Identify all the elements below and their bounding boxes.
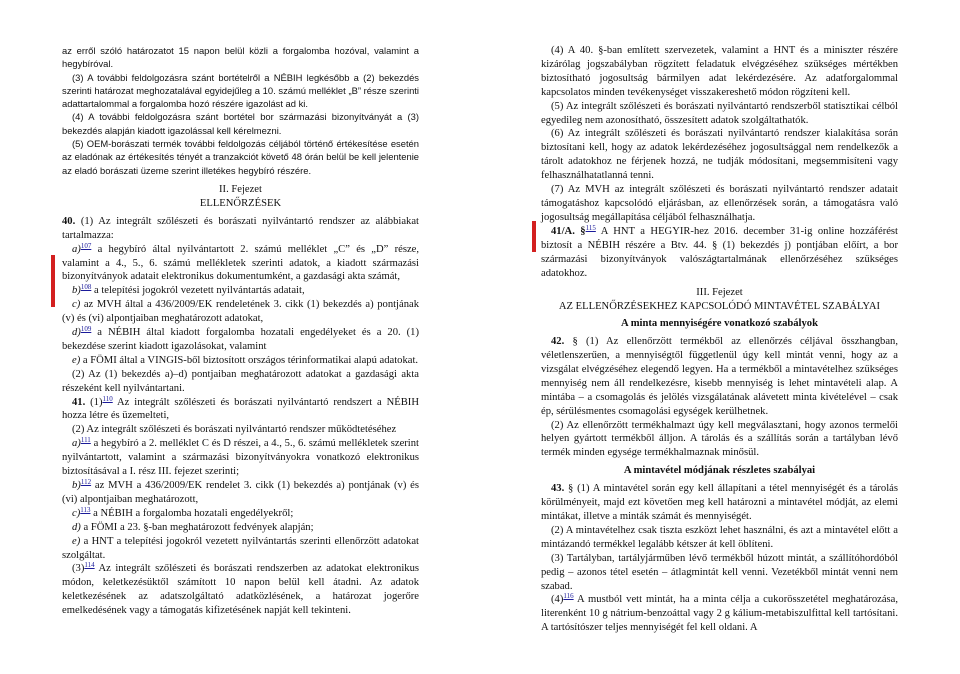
right-paragraph: AZ ELLENŐRZÉSEKHEZ KAPCSOLÓDÓ MINTAVÉTEL SZABÁLYAI [558,301,881,313]
right-paragraph: 41/A. §$^{115}$ A HNT a HEGYIR-hez 2016. december 31-ig online hozzáférést biztosít a NÉBIH részére a Btv. 44. § (1) bekezdés j) pontjában előírt, a bor származási bizonyítványok valószágtartalmának ellenőrzéséhez szükséges adatokhoz. [541,223,899,279]
right-paragraph: (7) Az MVH az integrált szőlészeti és borászati nyilvántartó rendszer adatait támogatáshoz kapcsolódó eljárásban, az ellenőrzések során, a támogatásra való jogosultság megállapítása céljából felhasználhatja. [541,184,898,223]
left-paragraph: d)$^{109}$ a NÉBIH által kiadott forgalomba hozatali engedélyeket és a 20. (1) bekezdése szerint kiadott igazolásokat, valamint [62,325,419,352]
left-paragraph: c) az MVH által a 436/2009/EK rendeletének 3. cikk (1) bekezdés a) pontjának (v) és (vi) alpontjaiban meghatározott adatokat, [62,299,419,325]
right-column [541,44,898,635]
change-marker [51,255,55,307]
right-paragraph: 43. § (1) A mintavétel során egy kell állapítani a tétel mennyiségét és a tárolás körülményeit, majd ezt követően meg kell határozni a mintavétel módját, az elemi mintákat, illetve a minták számát és mennyiségét. [541,483,898,522]
left-paragraph: e) a FÖMI által a VINGIS-ből biztosított országos térinformatikai alapú adatokat. [72,354,419,366]
left-paragraph: 40. (1) Az integrált szőlészeti és borászati nyilvántartó rendszer az alábbiakat tartalmazza: [62,215,419,241]
left-paragraph: a)$^{107}$ a hegybíró által nyilvántartott 2. számú melléklet „C” és „D” része, valamint a 4., 5., 6. számú mellékletek szerinti adatok, a kiadott származási bizonyítványok adatait elektronikus dokumentumként, a gazdasági akta számát, [62,241,419,283]
right-paragraph: 42. § (1) Az ellenőrzött termékből az ellenőrzés céljával összhangban, véletlenszerűen, a mennyiségtől függetlenül úgy kell mintát venni, hogy az a vizsgálat elvégzéséhez elegendő legyen. Ha a termékből a mintavételhez szükséges mennyiség nem áll rendelkezésre, kisebb mennyiség is lehet mintavételi alap. A mintába – a csomagolás és jelölés vizsgálatának alávetett minta kivételével – csak ép, sérülésmentes csomagolási egységek kerülhetnek. [541,336,898,417]
right-paragraph: A mintavétel módjának részletes szabályai [623,465,816,477]
left-paragraph: (2) Az (1) bekezdés a)–d) pontjaiban meghatározott adatokat a gazdasági akta részeként kell nyilvántartani. [62,368,419,394]
left-column [62,44,419,618]
left-paragraph: ELLENŐRZÉSEK [199,197,282,209]
right-paragraph: A minta mennyiségére vonatkozó szabályok [621,318,818,330]
left-paragraph: (2) Az integrált szőlészeti és borászati nyilvántartó rendszer működtetéséhez [72,424,397,436]
left-paragraph: (3) A további feldolgozásra szánt bortételről a NÉBIH legkésőbb a (2) bekezdés szerinti határozat meghozatalával egyidejűleg a 10. számú melléklet „B” része szerinti adattartalommal a forgalomba hozó részére igazolást ad ki. [62,71,419,110]
left-paragraph: a)$^{111}$ a hegybíró a 2. melléklet C és D részei, a 4., 5., 6. számú mellékletek szerint nyilvántartott, valamint a származási bizonyítványokra vonatkozó elektronikus biztosításával a I. rész III. fejezet szerinti; [62,436,419,478]
right-paragraph: III. Fejezet [696,287,743,299]
right-paragraph: (2) Az ellenőrzött termékhalmazt úgy kell megválasztani, hogy azonos termelői helyen gyártott termékből álljon. A tárolás és a szállítás során a tartályban lévő termék minden egysége termékhalmaznak minősül. [541,419,898,459]
left-paragraph: (5) OEM-borászati termék további feldolgozás céljából történő értékesítése esetén az eladónak az értékesítés tényét a tranzakciót követő 48 órán belül be kell jelentenie az eladó borászati üzeme szerint illetékes hegybíró részére. [62,138,419,176]
left-paragraph: az erről szóló határozatot 15 napon belül közli a forgalomba hozóval, valamint a hegybíróval. [62,45,419,70]
change-marker [532,221,536,252]
right-paragraph: (3) Tartályban, tartályjárműben lévő termékből húzott mintát, a szállítóhordóból pedig – azonos tétel esetén – átlagmintát kell venni. Vezetékből mintát venni nem szabad. [541,552,898,592]
right-paragraph: (5) Az integrált szőlészeti és borászati nyilvántartó rendszerből statisztikai célból egyedileg nem azonosítható, összesített adatok szolgáltathatók. [541,100,898,126]
right-paragraph: (2) A mintavételhez csak tiszta eszközt lehet használni, és azt a mintavétel előtt a mintázandó termékkel legalább kétszer át kell öblíteni. [541,524,898,550]
left-paragraph: (4) A további feldolgozásra szánt bortétel bor származási bizonyítványát a (3) bekezdés alapján kiadott igazolással kell kérelmezni. [62,111,419,136]
left-paragraph: b)$^{108}$ a telepítési jogokról vezetett nyilvántartás adatait, [72,283,305,297]
right-paragraph: (6) Az integrált szőlészeti és borászati nyilvántartó rendszer kialakítása során biztosítani kell, hogy az adatok lekérdezéséhez jogosultsággal nem rendelkezők a tárolt adatokhoz ne férjenek hozzá, ne tudják módosítani, megsemmisíteni vagy felhasználhatatlanná tenni. [541,128,898,182]
left-paragraph: 41. $(1)^{110}$ Az integrált szőlészeti és borászati nyilvántartó rendszert a NÉBIH hozza létre és üzemelteti, [62,394,419,422]
left-paragraph: $(3)^{114}$ Az integrált szőlészeti és borászati rendszerben az adatokat elektronikus módon, keletkezésüktől számított 10 napon belül kell átadni. Az adatok keletkezésének az adatszolgáltató adatközlésének, a határozat jogerőre emelkedésének vagy a támogatás kifizetésének napját kell tekinteni. [62,561,419,617]
right-paragraph: $(4)^{116}$ A mustból vett mintát, ha a minta célja a cukorösszetétel meghatározása, literenként 10 g nátrium-benzoáttal vagy 2 g kálium-metabiszulfittal kell tartósítani. A tartósítószer teljes mennyiségét fel kell oldani. A [541,592,898,634]
left-paragraph: e) a HNT a telepítési jogokról vezetett nyilvántartás szerinti ellenőrzött adatokat szolgáltat. [62,535,419,561]
left-paragraph: II. Fejezet [219,183,262,195]
left-paragraph: d) a FÖMI a 23. §-ban meghatározott fedvények alapján; [72,521,314,533]
left-paragraph: c)$^{113}$ a NÉBIH a forgalomba hozatali engedélyekről; [72,505,294,519]
left-paragraph: b)$^{112}$ az MVH a 436/2009/EK rendelet 3. cikk (1) bekezdés a) pontjának (v) és (vi) alpontjaiban meghatározott, [62,478,419,505]
right-paragraph: (4) A 40. §-ban említett szervezetek, valamint a HNT és a miniszter részére kizárólag jogszabályban rögzített feladatuk elvégzéséhez szükséges mértékben biztosítható jogosultság bármilyen adat lekérdezésére. Az adatforgalommal kapcsolatos minden tevékenységet visszakereshető módon rögzíteni kell. [541,45,898,98]
